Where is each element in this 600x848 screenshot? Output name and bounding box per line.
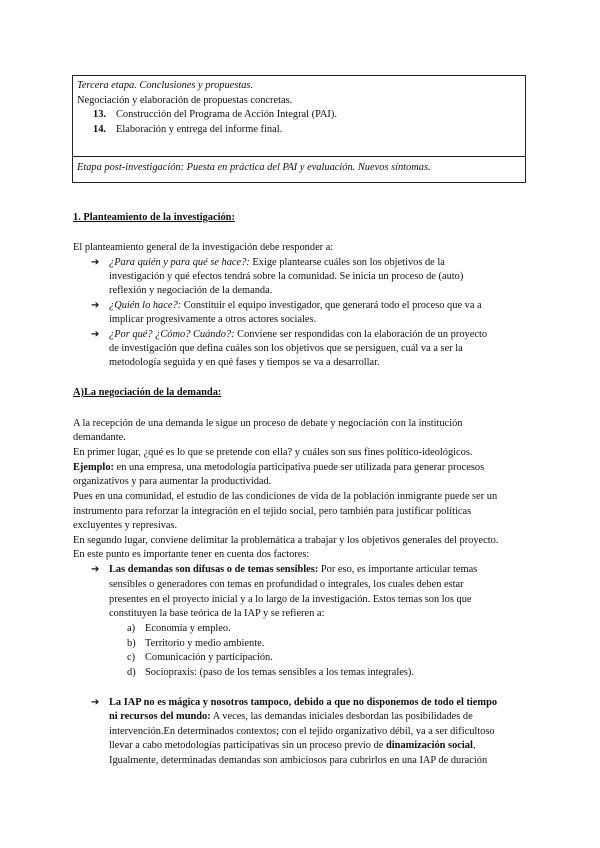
bullet-line: ¿Quién lo hace?: Constituir el equipo investigador, que generará todo el proceso que va a (109, 300, 482, 311)
bullet-line: presentes en el proyecto inicial y a lo largo de la investigación. Estos temas son los que (109, 594, 472, 605)
sub-item-text: Comunicación y participación. (145, 652, 273, 663)
bullet-line: La IAP no es mágica y nosotros tampoco, debido a que no disponemos de todo el tiempo (109, 697, 498, 708)
section-heading: 1. Planteamiento de la investigación: (73, 212, 235, 223)
paragraph: El planteamiento general de la investigación debe responder a: (73, 242, 334, 253)
stage-title: Tercera etapa. Conclusiones y propuestas. (77, 80, 254, 91)
sub-item-letter: b) (127, 638, 136, 649)
stages-box (72, 75, 526, 183)
arrow-bullet-icon: ➔ (91, 329, 100, 340)
bullet-line: metodología seguida y en qué fases y tiempos se va a desarrollar. (109, 357, 380, 368)
bullet-line: implicar progresivamente a otros actores sociales. (109, 314, 317, 325)
bullet-line: intervención.En determinados contextos; con el tejido organizativo débil, va a ser dificultoso (109, 726, 495, 737)
arrow-bullet-icon: ➔ (91, 564, 100, 575)
bullet-line: investigación y qué efectos tendrá sobre la comunidad. Se inicia un proceso de (auto) (109, 271, 464, 282)
bullet-line: Igualmente, determinadas demandas son ambiciosos para cubrirlos en una IAP de duración (109, 755, 488, 766)
sub-item-text: Territorio y medio ambiente. (145, 638, 265, 649)
bullet-line: Las demandas son difusas o de temas sensibles: Por eso, es importante articular temas (109, 564, 478, 575)
sub-item-text: Economía y empleo. (145, 623, 231, 634)
arrow-bullet-icon: ➔ (91, 300, 100, 311)
paragraph-line: En segundo lugar, conviene delimitar la problemática a trabajar y los objetivos generales del proyecto. (73, 535, 499, 546)
bullet-line: ni recursos del mundo: A veces, las demandas iniciales desbordan las posibilidades de (109, 711, 473, 722)
bullet-line: ¿Por qué? ¿Cómo? Cuándo?: Conviene ser respondidas con la elaboración de un proyecto (109, 329, 488, 340)
section-heading: A)La negociación de la demanda: (73, 387, 222, 398)
paragraph-line: A la recepción de una demanda le sigue un proceso de debate y negociación con la institución (73, 418, 463, 429)
item-number: 14. (93, 124, 106, 135)
paragraph-line: Ejemplo: en una empresa, una metodología participativa puede ser utilizada para generar procesos (73, 462, 485, 473)
sub-item-letter: a) (127, 623, 136, 634)
arrow-bullet-icon: ➔ (91, 257, 100, 268)
item-text: Elaboración y entrega del informe final. (116, 124, 283, 135)
sub-item-letter: d) (127, 667, 136, 678)
paragraph-line: excluyentes y represivas. (73, 520, 178, 531)
bullet-line: constituyen la base teórica de la IAP y se refieren a: (109, 608, 325, 619)
bullet-line: de investigación que defina cuáles son los objetivos que se persiguen, cuál va a ser la (109, 343, 463, 354)
item-text: Construcción del Programa de Acción Integral (PAI). (116, 109, 337, 120)
sub-item-text: Sociopraxis: (paso de los temas sensibles a los temas integrales). (145, 667, 414, 678)
bullet-line: reflexión y negociación de la demanda. (109, 285, 273, 296)
item-number: 13. (93, 109, 106, 120)
box-divider (73, 156, 525, 157)
bullet-line: ¿Para quién y para qué se hace?: Exige plantearse cuáles son los objetivos de la (109, 257, 445, 268)
paragraph-line: organizativos y para aumentar la productividad. (73, 476, 272, 487)
stage-subtitle: Negociación y elaboración de propuestas concretas. (77, 95, 293, 106)
paragraph-line: En este punto es importante tener en cuenta dos factores: (73, 549, 310, 560)
paragraph-line: En primer lugar, ¿qué es lo que se pretende con ella? y cuáles son sus fines político-ideológicos. (73, 447, 473, 458)
bullet-line: llevar a cabo metodologías participativas sin un proceso previo de dinamización social, (109, 740, 476, 751)
paragraph-line: Pues en una comunidad, el estudio de las condiciones de vida de la población inmigrante puede ser un (73, 491, 498, 502)
paragraph-line: instrumento para reforzar la integración en el tejido social, pero también para justificar políticas (73, 506, 472, 517)
bullet-line: sensibles o generadores con temas en profundidad o integrales, los cuales deben estar (109, 579, 464, 590)
post-investigation-stage: Etapa post-investigación: Puesta en práctica del PAI y evaluación. Nuevos síntomas. (77, 162, 431, 173)
paragraph-line: demandante. (73, 432, 126, 443)
arrow-bullet-icon: ➔ (91, 697, 100, 708)
sub-item-letter: c) (127, 652, 136, 663)
